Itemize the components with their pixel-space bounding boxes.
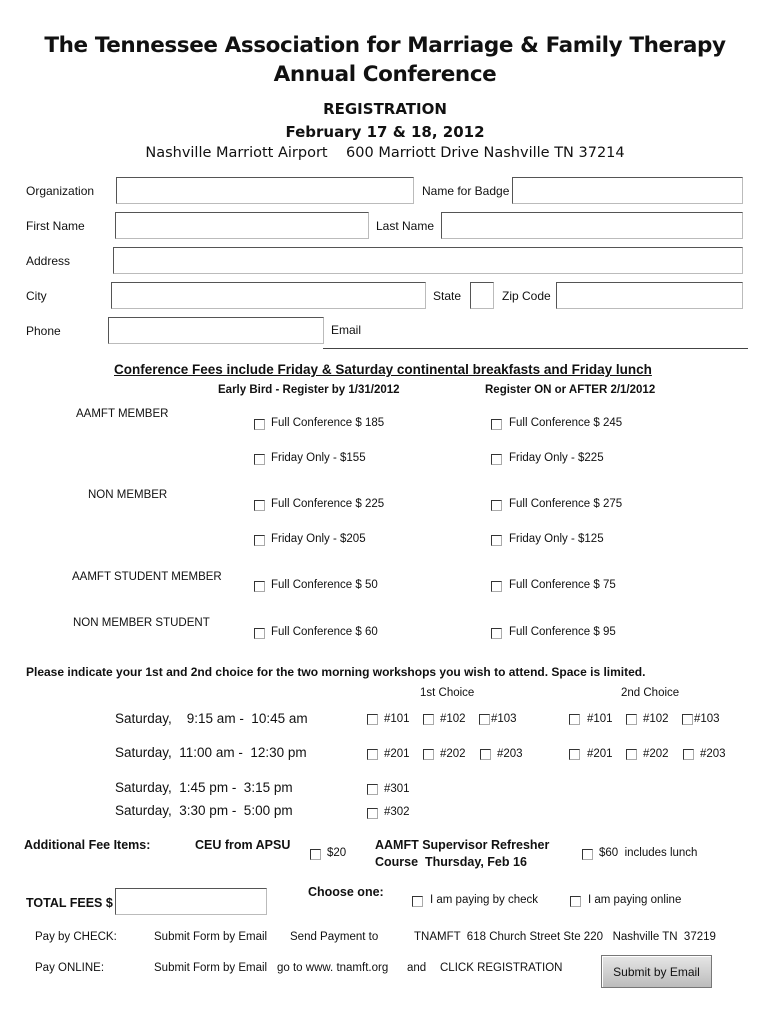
label-1st-302: #302: [384, 806, 410, 818]
checkbox-1st-203[interactable]: [480, 749, 491, 760]
pay-check-label: I am paying by check: [430, 894, 539, 906]
and-text: and: [407, 962, 427, 974]
submit-email-online: Submit Form by Email: [154, 962, 268, 974]
early-bird-heading: Early Bird - Register by 1/31/2012: [218, 384, 400, 396]
phone-label: Phone: [26, 324, 61, 338]
second-choice-heading: 2nd Choice: [621, 687, 680, 699]
label-1st-101: #101: [384, 713, 410, 725]
checkbox-nonmember-friday-late[interactable]: [491, 535, 502, 546]
label-member-full-early: Full Conference $ 185: [271, 417, 385, 429]
label-1st-102: #102: [440, 713, 466, 725]
checkbox-member-full-early[interactable]: [254, 419, 265, 430]
zip-code-field[interactable]: [556, 282, 743, 309]
ceu-label: CEU from APSU: [195, 838, 291, 852]
label-student-full-early: Full Conference $ 50: [271, 579, 378, 591]
session-4-time: Saturday, 3:30 pm - 5:00 pm: [115, 803, 293, 818]
label-2nd-102: #102: [643, 713, 669, 725]
send-payment-label: Send Payment to: [290, 931, 379, 943]
registration-heading: REGISTRATION: [323, 100, 447, 118]
label-1st-301: #301: [384, 783, 410, 795]
session-1-time: Saturday, 9:15 am - 10:45 am: [115, 711, 308, 726]
checkbox-nmstudent-full-late[interactable]: [491, 628, 502, 639]
pay-online-instr-label: Pay ONLINE:: [35, 962, 105, 974]
email-label: Email: [331, 323, 362, 337]
group-aamft-member: AAMFT MEMBER: [76, 408, 169, 420]
checkbox-2nd-201[interactable]: [569, 749, 580, 760]
organization-field[interactable]: [116, 177, 414, 204]
first-choice-heading: 1st Choice: [420, 687, 475, 699]
email-field[interactable]: [323, 348, 748, 349]
label-2nd-203: #203: [700, 748, 726, 760]
total-fees-label: TOTAL FEES $: [26, 896, 113, 910]
title-line-1: The Tennessee Association for Marriage & Family Therapy: [44, 33, 726, 58]
label-nonmember-friday-late: Friday Only - $125: [509, 533, 604, 545]
checkbox-1st-103[interactable]: [479, 714, 490, 725]
submit-email-check: Submit Form by Email: [154, 931, 268, 943]
label-member-friday-late: Friday Only - $225: [509, 452, 604, 464]
name-for-badge-label: Name for Badge: [422, 184, 510, 198]
tnamft-address: TNAMFT 618 Church Street Ste 220 Nashville TN 37219: [414, 931, 716, 943]
city-label: City: [26, 289, 47, 303]
session-3-time: Saturday, 1:45 pm - 3:15 pm: [115, 780, 293, 795]
label-member-friday-early: Friday Only - $155: [271, 452, 366, 464]
label-1st-201: #201: [384, 748, 410, 760]
checkbox-ceu[interactable]: [310, 849, 321, 860]
checkbox-1st-102[interactable]: [423, 714, 434, 725]
label-nmstudent-full-late: Full Conference $ 95: [509, 626, 616, 638]
goto-website: go to www. tnamft.org: [277, 962, 389, 974]
supervisor-line-2: Course Thursday, Feb 16: [375, 855, 527, 869]
checkbox-member-friday-early[interactable]: [254, 454, 265, 465]
organization-label: Organization: [26, 184, 95, 198]
group-non-member-student: NON MEMBER STUDENT: [73, 617, 210, 629]
first-name-field[interactable]: [115, 212, 369, 239]
checkbox-1st-202[interactable]: [423, 749, 434, 760]
total-fees-field[interactable]: [115, 888, 267, 915]
checkbox-student-full-early[interactable]: [254, 581, 265, 592]
checkbox-member-friday-late[interactable]: [491, 454, 502, 465]
label-2nd-101: #101: [587, 713, 613, 725]
checkbox-pay-online[interactable]: [570, 896, 581, 907]
checkbox-1st-201[interactable]: [367, 749, 378, 760]
zip-code-label: Zip Code: [502, 289, 551, 303]
checkbox-nonmember-full-early[interactable]: [254, 500, 265, 511]
ceu-price: $20: [327, 847, 347, 859]
checkbox-nmstudent-full-early[interactable]: [254, 628, 265, 639]
workshop-instruction: Please indicate your 1st and 2nd choice for the two morning workshops you wish to attend. Space is limited.: [26, 665, 646, 679]
conference-dates: February 17 & 18, 2012: [285, 123, 485, 141]
checkbox-supervisor[interactable]: [582, 849, 593, 860]
address-label: Address: [26, 254, 71, 268]
label-1st-202: #202: [440, 748, 466, 760]
label-2nd-103: #103: [694, 713, 720, 725]
regular-heading: Register ON or AFTER 2/1/2012: [485, 384, 656, 396]
checkbox-2nd-203[interactable]: [683, 749, 694, 760]
label-2nd-202: #202: [643, 748, 669, 760]
group-aamft-student: AAMFT STUDENT MEMBER: [72, 571, 222, 583]
group-non-member: NON MEMBER: [88, 489, 168, 501]
submit-by-email-button[interactable]: Submit by Email: [601, 955, 712, 988]
first-name-label: First Name: [26, 219, 85, 233]
supervisor-line-1: AAMFT Supervisor Refresher: [375, 838, 550, 852]
last-name-field[interactable]: [441, 212, 743, 239]
label-1st-203: #203: [497, 748, 523, 760]
last-name-label: Last Name: [376, 219, 435, 233]
checkbox-student-full-late[interactable]: [491, 581, 502, 592]
name-for-badge-field[interactable]: [512, 177, 743, 204]
venue-address: Nashville Marriott Airport 600 Marriott Drive Nashville TN 37214: [145, 145, 625, 161]
checkbox-pay-check[interactable]: [412, 896, 423, 907]
click-registration: CLICK REGISTRATION: [440, 962, 563, 974]
session-2-time: Saturday, 11:00 am - 12:30 pm: [115, 745, 307, 760]
state-label: State: [433, 289, 462, 303]
title-line-2: Annual Conference: [273, 62, 497, 87]
checkbox-2nd-202[interactable]: [626, 749, 637, 760]
checkbox-member-full-late[interactable]: [491, 419, 502, 430]
choose-one-label: Choose one:: [308, 885, 384, 899]
additional-fee-label: Additional Fee Items:: [24, 838, 151, 852]
checkbox-nonmember-friday-early[interactable]: [254, 535, 265, 546]
checkbox-1st-101[interactable]: [367, 714, 378, 725]
label-student-full-late: Full Conference $ 75: [509, 579, 616, 591]
checkbox-1st-302[interactable]: [367, 808, 378, 819]
address-field[interactable]: [113, 247, 743, 274]
label-nonmember-full-late: Full Conference $ 275: [509, 498, 623, 510]
fees-heading: Conference Fees include Friday & Saturday continental breakfasts and Friday lunch: [114, 362, 652, 377]
label-1st-103: #103: [491, 713, 517, 725]
checkbox-2nd-103[interactable]: [682, 714, 693, 725]
checkbox-2nd-102[interactable]: [626, 714, 637, 725]
pay-online-label: I am paying online: [588, 894, 682, 906]
state-field[interactable]: [470, 282, 494, 309]
label-nmstudent-full-early: Full Conference $ 60: [271, 626, 378, 638]
checkbox-2nd-101[interactable]: [569, 714, 580, 725]
label-member-full-late: Full Conference $ 245: [509, 417, 623, 429]
phone-field[interactable]: [108, 317, 324, 344]
city-field[interactable]: [111, 282, 426, 309]
checkbox-nonmember-full-late[interactable]: [491, 500, 502, 511]
supervisor-price: $60 includes lunch: [599, 847, 698, 859]
pay-by-check-label: Pay by CHECK:: [35, 931, 117, 943]
checkbox-1st-301[interactable]: [367, 784, 378, 795]
label-2nd-201: #201: [587, 748, 613, 760]
label-nonmember-full-early: Full Conference $ 225: [271, 498, 385, 510]
label-nonmember-friday-early: Friday Only - $205: [271, 533, 366, 545]
